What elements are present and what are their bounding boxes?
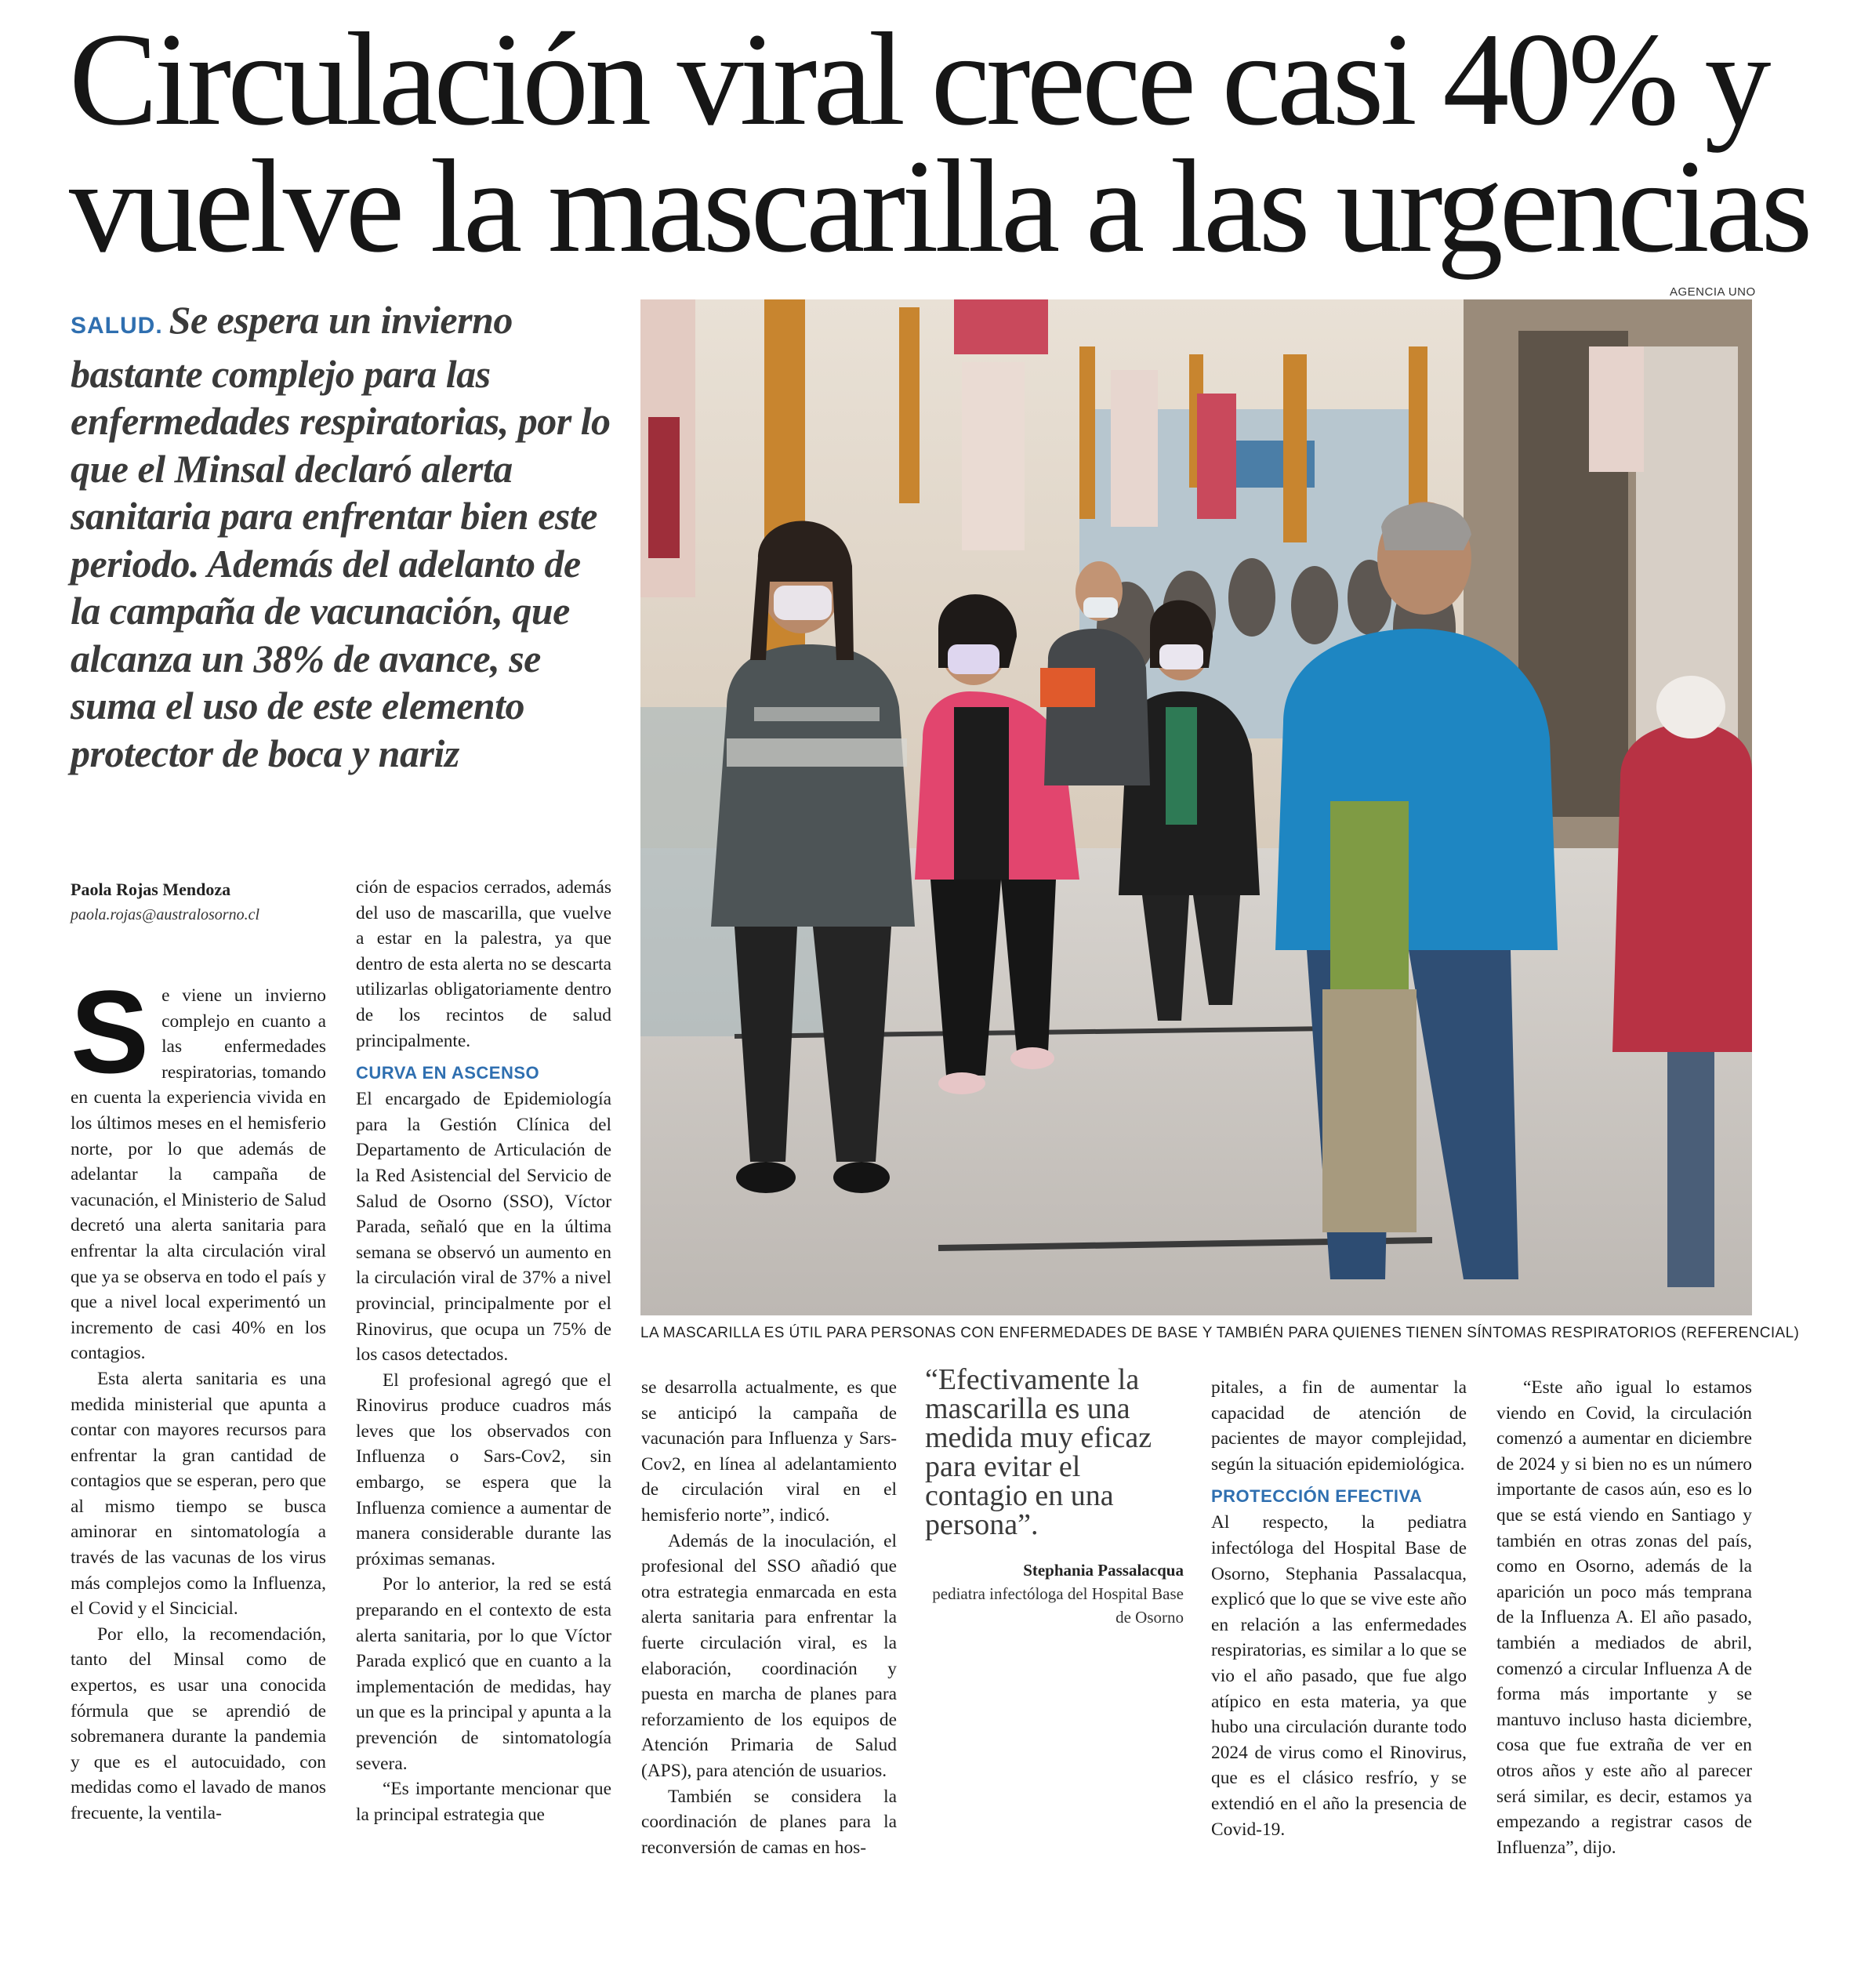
- paragraph: Esta alerta sanitaria es una medida ministerial que apunta a contar con mayores recursos para enfrentar la gran cantidad de contagios que se esperan, pero que al mismo tiempo se busca aminorar en sintomatología a través de las vacunas de los virus más complejos como la Influenza, el Covid y el Sincicial.: [71, 1368, 326, 1620]
- photo-credit: AGENCIA UNO: [1670, 285, 1756, 299]
- paragraph: se desarrolla actualmente, es que se anticipó la campaña de vacunación para Influenza y Sars-Cov2, en línea al adelantamiento de circulación viral en el hemisferio norte”, indicó.: [641, 1377, 897, 1525]
- mall-crowd-photo: [640, 299, 1752, 1315]
- quote-author-role: pediatra infectóloga del Hospital Base de Osorno: [932, 1584, 1184, 1627]
- article-photo: [640, 299, 1752, 1315]
- body-column-5: [1211, 1375, 1467, 1842]
- byline: [71, 880, 329, 924]
- subhead-curva: CURVA EN ASCENSO: [356, 1063, 540, 1083]
- photo-caption: LA MASCARILLA ES ÚTIL PARA PERSONAS CON ENFERMEDADES DE BASE Y TAMBIÉN PARA QUIENES TIENEN SÍNTOMAS RESPIRATORIOS (REFERENCIAL): [640, 1325, 1800, 1341]
- paragraph: También se considera la coordinación de planes para la reconversión de camas en hos-: [641, 1786, 897, 1858]
- body-column-2: [356, 875, 611, 1827]
- headline-line-2: vuelve la mascarilla a las urgencias: [69, 132, 1809, 280]
- paragraph: pitales, a fin de aumentar la capacidad de atención de pacientes de mayor complejidad, según la situación epidemiológica.: [1211, 1377, 1467, 1475]
- body-column-1: [71, 966, 326, 1827]
- lead-kicker: SALUD.: [71, 313, 163, 339]
- paragraph: Además de la inoculación, el profesional del SSO añadió que otra estrategia enmarcada en esta alerta sanitaria para enfrentar la fuerte circulación viral, es la elaboración, coordinación y puesta en marcha de planes para reforzamiento de los equipos de Atención Primaria de Salud (APS), para atención de usuarios.: [641, 1530, 897, 1781]
- paragraph: “Es importante mencionar que la principal estrategia que: [356, 1779, 611, 1825]
- drop-cap: S: [71, 966, 150, 1097]
- paragraph: Al respecto, la pediatra infectóloga del Hospital Base de Osorno, Stephania Passalacqua, explicó que lo que se vive este año en relación a las enfermedades respiratorias, es similar a lo que se vio el año pasado, que fue algo atípico en esta materia, ya que hubo una circulación durante todo 2024 de virus como el Rinovirus, que es el clásico resfrío, y se extendió en el año la presencia de Covid-19.: [1211, 1512, 1467, 1840]
- paragraph: ción de espacios cerrados, además del uso de mascarilla, que vuelve a estar en la palestra, ya que dentro de esta alerta no se descarta utilizarlas obligatoriamente dentro de los recintos de salud principalmente.: [356, 877, 611, 1051]
- paragraph: Por ello, la recomendación, tanto del Minsal como de expertos, es usar una conocida fórmula que se aprendió de sobremanera durante la pandemia y que es el autocuidado, con medidas como el lavado de manos frecuente, la ventila-: [71, 1623, 326, 1823]
- pull-quote: “Efectivamente la mascarilla es una medida muy eficaz para evitar el contagio en una persona”.: [925, 1363, 1152, 1541]
- author-name: Paola Rojas Mendoza: [71, 880, 231, 899]
- headline: [69, 5, 1809, 280]
- lead-text: Se espera un invierno bastante complejo para las enfermedades respiratorias, por lo que el Minsal declaró alerta sanitaria para enfrentar bien este periodo. Además del adelanto de la campaña de vacunación, que alcanza un 38% de avance, se suma el uso de este elemento protector de boca y nariz: [71, 298, 611, 775]
- author-email: paola.rojas@australosorno.cl: [71, 906, 260, 923]
- paragraph: e viene un invierno complejo en cuanto a las enfermedades respiratorias, tomando en cuenta la experiencia vivida en los últimos meses en el hemisferio norte, por lo que además de adelantar la campaña de vacunación, el Ministerio de Salud decretó una alerta sanitaria para enfrentar la alta circulación viral que ya se observa en todo el país y que a nivel local experimentó un incremento de casi 40% en los contagios.: [71, 985, 326, 1364]
- paragraph: Por lo anterior, la red se está preparando en el contexto de esta alerta sanitaria, por lo que Víctor Parada explicó que en cuanto a la implementación de medidas, hay un que es la principal y apunta a la prevención de sintomatología severa.: [356, 1574, 611, 1774]
- lead-paragraph: [71, 296, 619, 777]
- subhead-proteccion: PROTECCIÓN EFECTIVA: [1211, 1486, 1423, 1507]
- body-column-3: [641, 1375, 897, 1860]
- paragraph: El encargado de Epidemiología para la Gestión Clínica del Departamento de Articulación de la Red Asistencial del Servicio de Salud de Osorno (SSO), Víctor Parada, señaló que en la última semana se observó un aumento en la circulación viral de 37% a nivel provincial, principalmente por el Rinovirus, que ocupa un 75% de los casos detectados.: [356, 1089, 611, 1366]
- body-column-6: [1496, 1375, 1752, 1860]
- quote-author: Stephania Passalacqua: [1023, 1561, 1184, 1580]
- paragraph: El profesional agregó que el Rinovirus produce cuadros más leves que los observados con Influenza o Sars-Cov2, sin embargo, se espera que la Influenza comience a aumentar de manera considerable durante las próximas semanas.: [356, 1369, 611, 1569]
- headline-line-1: Circulación viral crece casi 40% y: [69, 5, 1768, 153]
- pull-quote-attribution: [925, 1558, 1184, 1629]
- paragraph: “Este año igual lo estamos viendo en Covid, la circulación comenzó a aumentar en diciembre de 2024 y si bien no es un número importante de casos aún, eso es lo que se está viendo en Santiago y también en otras zonas del país, como en Osorno, además de la aparición un poco más temprana de la Influenza A. El año pasado, también a mediados de abril, comenzó a circular Influenza A de forma más importante y se mantuvo incluso hasta diciembre, cosa que fue extraña de ver en otros años y este año al parecer será similar, es decir, estamos ya empezando a registrar casos de Influenza”, dijo.: [1496, 1377, 1752, 1858]
